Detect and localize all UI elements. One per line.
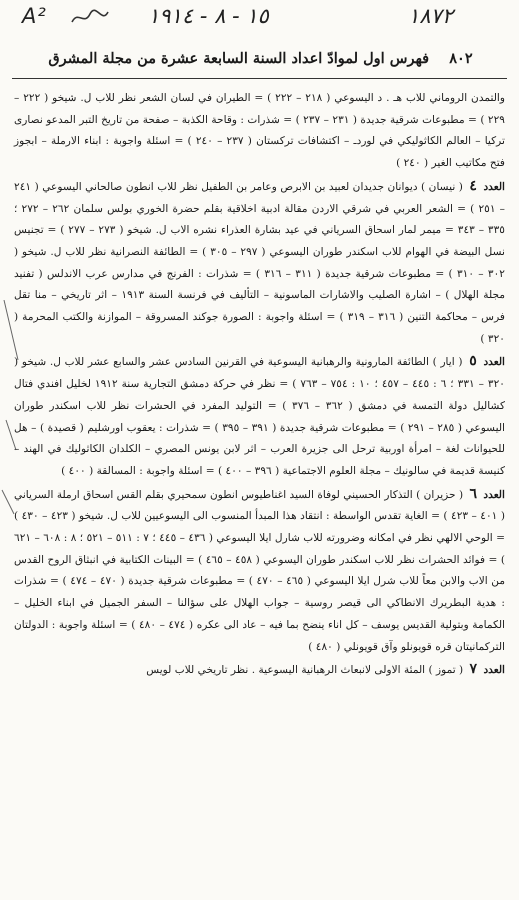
page-title: فهرس اول لموادّ اعداد السنة السابعة عشرة من مجلة المشرق [48, 50, 430, 67]
page-header [20, 50, 501, 67]
paragraph-text: ( حزيران ) التذكار الحسيني لوفاة السيد اغناطيوس انطون سمحيري بقلم القس اسحاق ارملة السرياني ( ٤٠١ – ٤٢٣ ) = الغاية تقدس الواسطة : انتقاد هذا المبدأ المنسوب الى اليسوعيين للاب ل. شيخو ( ٤٢٣ – ٤٣٠ ) = الوحي الالهي نظر في امكانه وضرورته للاب شارل ايلا اليسوعي ( ٤٣٦ – ٤٤٥ ؛ ٧ : ٥١١ – ٥٢١ ؛ ٨ : ٦٠٨ – ٦٢١ ) = فوائد الحشرات نظر للاب اسكندر طوران اليسوعي ( ٤٥٨ – ٤٦٥ ) = البينات الكتابية في انبثاق الروح القدس من الاب والابن معاً للاب شرل ايلا اليسوعي ( ٤٦٥ – ٤٧٠ ) = مطبوعات شرقية جديدة ( ٤٧٠ – ٤٧٤ ) = شذرات : هدية البطريرك الانطاكي الى قيصر روسية – جواب الهلال على سؤالنا – السفر الجميل في ابناء الخليل – الكمامة وبتولية القديس يوسف – كل اناء ينضح بما فيه – عاد الى عكره ( ٤٧٤ – ٤٨٠ ) = اسئلة واجوبة : الدولتان التركمانيتان قره قويونلو وآق قويونلي ( ٤٨٠ ) [14, 488, 505, 653]
index-body [14, 88, 505, 892]
paragraph-text: ( ايار ) الطائفة المارونية والرهبانية اليسوعية في القرنين السادس عشر والسابع عشر للاب ل. شيخو ( ٣٢٠ – ٣٣١ ؛ ٦ : ٤٤٥ – ٤٥٧ ؛ ١٠ : ٧٥٤ – ٧٦٣ ) = نظر في حركة دمشق التجارية سنة ١٩١٢ لخليل افندي فتال كشاليل دولة التمسة في دمشق ( ٣٦٢ – ٣٧٦ ) = التوليد المفرد في الحشرات نظر للاب اسكندر طوران اليسوعي ( ٢٨٥ – ٢٩١ ) = مطبوعات شرقية جديدة ( ٣٩١ – ٣٩٥ ) = شذرات : يعقوب اورشليم ( قصيدة ) – هل للحيوانات لغة – امرأة اوربية ترحل الى جزيرة العرب – اثر لابن يونس المصري – الكلدان الكاثوليك في الهند – كنيسة قديمة في سالونيك – مجلة العلوم الاجتماعية ( ٣٩٦ – ٤٠٠ ) = اسئلة واجوبة : المسالقة ( ٤٠٠ ) [14, 356, 505, 477]
handwritten-date: ١٥ - ٨ - ١٩١٤ [148, 4, 269, 28]
paragraph-text: ( نيسان ) ديوانان جديدان لعبيد بن الابرص وعامر بن الطفيل نظر للاب انطون صالحاني اليسوعي ( ٢٤١ – ٢٥١ ) = الشعر العربي في شرقي الاردن مقالة ادبية اخلاقية بقلم حضرة الخوري بولس سلمان ٢٦٢ – ٢٧٢ ؛ ٣٣٥ – ٣٤٣ = ميمر لمار اسحاق السرياني في عيد بشارة العذراء نشره الاب ل. شيخو ( ٢٧٣ – ٢٧٧ ) = تجنيس نسل البيضة في الهوام للاب اسكندر طوران اليسوعي ( ٢٩٧ – ٣٠٥ ) = الطائفة النصرانية نظر للاب ل. شيخو ( ٣٠٢ – ٣١٠ ) = مطبوعات شرقية جديدة ( ٣١١ – ٣١٦ ) = شذرات : الفرنج في مدارس عرب الاندلس ( تفنيد مجلة الهلال ) – اشارة الصليب والاشارات الماسونية – التأليف في فرنسة السنة ١٩١٣ – اثر تاريخي – منا تقل فرس – محاكمة التنين ( ٣١٦ – ٣١٩ ) = اسئلة واجوبة : الصورة جوكند المسروقة – الموازنة والكتب المحرمة ( ٣٢٠ ) [14, 180, 506, 345]
handwritten-mark: A² [22, 4, 47, 28]
issue-entry [14, 351, 505, 482]
page-number: ٨٠٢ [449, 50, 473, 67]
handwritten-number: ١٨٧٢ [408, 4, 454, 28]
header-rule [12, 78, 507, 79]
issue-label: العدد [483, 488, 505, 501]
issue-label: العدد [483, 356, 505, 369]
issue-entry [14, 484, 505, 659]
issue-number: ٦ [469, 485, 478, 502]
issue-number: ٥ [469, 353, 477, 370]
issue-entry [14, 176, 505, 351]
issue-number: ٧ [469, 661, 478, 678]
issue-number: ٤ [469, 177, 477, 194]
issue-label: العدد [483, 180, 505, 193]
issue-label: العدد [483, 664, 505, 677]
issue-entry [14, 659, 505, 682]
ink-scribble [70, 6, 110, 28]
paragraph-text: ( تموز ) المئة الاولى لانبعاث الرهبانية اليسوعية . نظر تاريخي للاب لويس [146, 664, 464, 677]
paragraph-text: والتمدن الروماني للاب هـ . د اليسوعي ( ٢١٨ – ٢٢٢ ) = الطيران في لسان الشعر نظر للاب ل. شيخو ( ٢٢٢ – ٢٢٩ ) = مطبوعات شرقية جديدة ( ٢٣١ – ٢٣٧ ) = شذرات : وقاحة الكذبة – صفحة من تاريخ التبر المدعو نصارى تركيا – العالم الكاثوليكي في لوردـ – اكتشافات تركستان ( ٢٣٧ – ٢٤٠ ) = اسئلة واجوبة : ابناء الارملة – ابجوز فتح مكاتيب الغير ( ٢٤٠ ) [14, 92, 505, 170]
index-paragraph [14, 88, 505, 175]
